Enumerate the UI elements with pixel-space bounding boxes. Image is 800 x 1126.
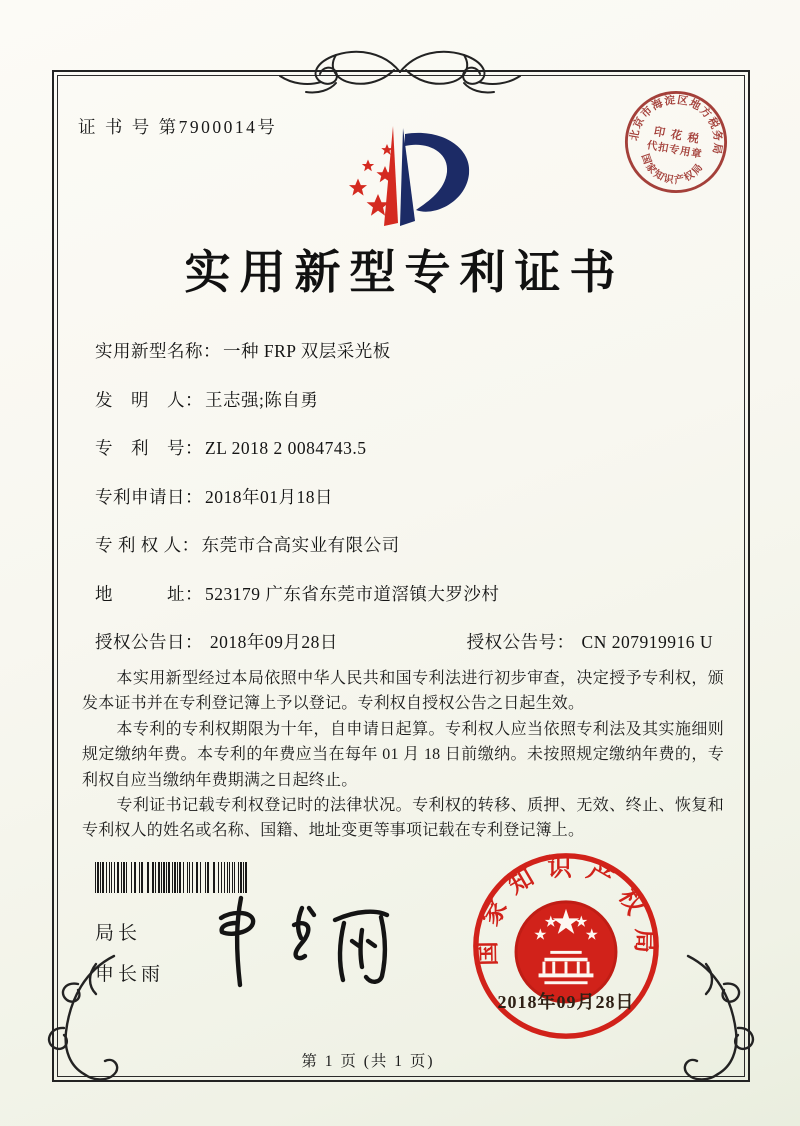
field-label: 实用新型名称： bbox=[95, 341, 221, 361]
legal-paragraph-1: 本实用新型经过本局依照中华人民共和国专利法进行初步审查，决定授予专利权，颁发本证书并在专利登记簿上予以登记。专利权自授权公告之日起生效。 bbox=[82, 670, 724, 713]
field-label: 专 利 权 人： bbox=[95, 535, 200, 555]
field-label: 授权公告号： bbox=[466, 632, 575, 652]
commissioner-signature-icon bbox=[205, 888, 405, 993]
field-value: 王志强;陈自勇 bbox=[205, 389, 319, 410]
seal-date: 2018年09月28日 bbox=[497, 992, 635, 1012]
field-list bbox=[95, 338, 715, 678]
commissioner-name: 申长雨 bbox=[95, 964, 165, 985]
legal-paragraph-2: 本专利的专利权期限为十年，自申请日起算。专利权人应当依照专利法及其实施细则规定缴纳年费。本专利的年费应当在每年 01 月 18 日前缴纳。未按照规定缴纳年费的，专利权自应当缴纳年费期满之日起终止。 bbox=[82, 720, 724, 789]
field-label: 地 址： bbox=[95, 583, 203, 604]
field-row-grant bbox=[95, 629, 713, 656]
cnipa-red-seal-icon bbox=[468, 848, 664, 1044]
field-row-name bbox=[95, 338, 715, 365]
seal-ring-text: 国家知识产权局 bbox=[474, 854, 658, 967]
stamp-center-line1: 印 花 税 bbox=[652, 125, 702, 146]
certificate-title: 实用新型专利证书 bbox=[184, 247, 625, 298]
border-ornament-top-icon bbox=[272, 42, 528, 100]
stamp-center-line2: 代扣专用章 bbox=[645, 140, 703, 161]
stamp-arc-top-text: 北京市海淀区地方税务局 bbox=[628, 94, 724, 156]
field-row-filing-date bbox=[95, 484, 715, 511]
cnipa-logo-icon bbox=[330, 120, 475, 238]
field-row-inventor bbox=[95, 387, 715, 414]
grant-date bbox=[95, 629, 338, 654]
field-label: 授权公告日： bbox=[95, 632, 203, 652]
stamp-arc-bottom-text: 国家知识产权局 bbox=[638, 152, 707, 187]
field-value: 2018年09月28日 bbox=[209, 632, 338, 652]
stamp-tax-seal-icon bbox=[611, 77, 741, 207]
field-label: 专 利 号： bbox=[95, 438, 203, 458]
field-row-patent-no bbox=[95, 435, 715, 462]
commissioner-title: 局长 bbox=[95, 923, 142, 944]
commissioner-block bbox=[95, 918, 164, 1000]
field-row-patentee bbox=[95, 532, 715, 559]
page-number: 第 1 页 (共 1 页) bbox=[301, 1053, 435, 1070]
national-emblem-icon bbox=[516, 902, 616, 1002]
field-value: 一种 FRP 双层采光板 bbox=[223, 341, 391, 361]
legal-paragraph-3: 专利证书记载专利权登记时的法律状况。专利权的转移、质押、无效、终止、恢复和专利权人的姓名或名称、国籍、地址变更等事项记载在专利登记簿上。 bbox=[82, 797, 724, 840]
field-label: 发 明 人： bbox=[95, 389, 203, 410]
field-value: 523179 广东省东莞市道滘镇大罗沙村 bbox=[205, 583, 500, 604]
certificate-number: 证 书 号 第7900014号 bbox=[78, 117, 278, 137]
grant-number bbox=[467, 629, 713, 654]
field-label: 专利申请日： bbox=[95, 486, 203, 507]
legal-text-block bbox=[82, 666, 724, 844]
field-value: 东莞市合高实业有限公司 bbox=[201, 535, 400, 555]
field-row-address bbox=[95, 581, 715, 608]
field-value: CN 207919916 U bbox=[581, 632, 713, 652]
field-value: ZL 2018 2 0084743.5 bbox=[205, 438, 367, 458]
field-value: 2018年01月18日 bbox=[205, 486, 333, 507]
